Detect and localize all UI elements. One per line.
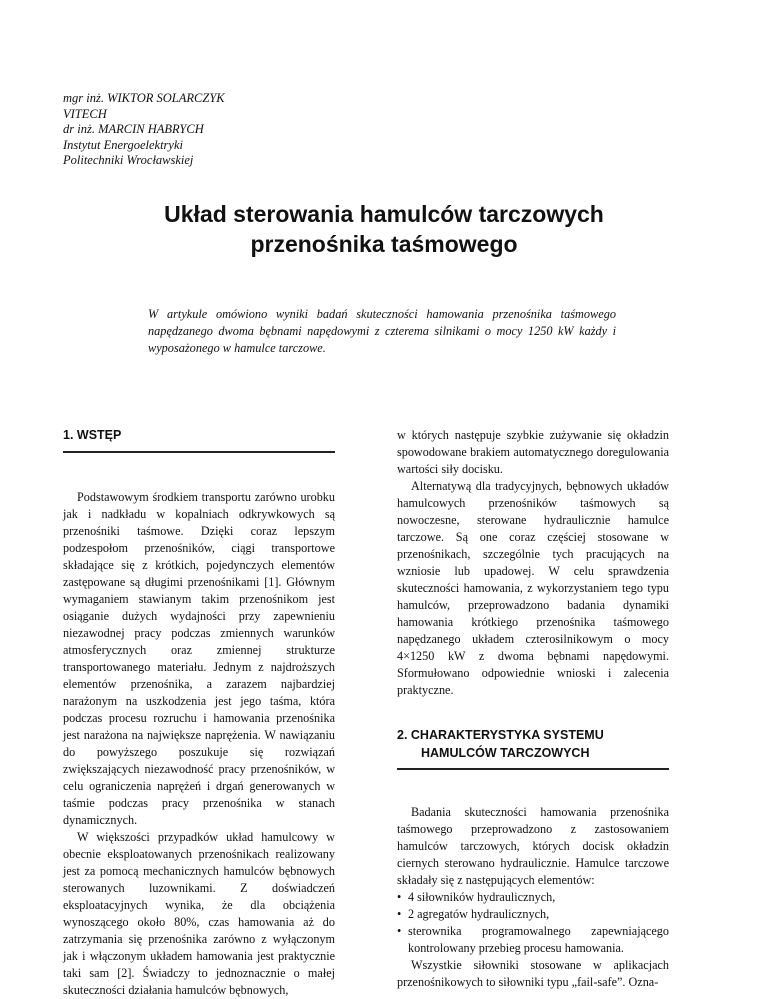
author-line: dr inż. MARCIN HABRYCH	[63, 122, 204, 137]
paragraph: Wszystkie siłowniki stosowane w aplikacjach przenośnikowych to siłowniki typu „fail-safe”. Ozna-	[397, 958, 669, 989]
component-list	[397, 889, 669, 957]
paragraph: Badania skuteczności hamowania przenośnika taśmowego przeprowadzono z zastosowaniem hamulców tarczowych, których docisk okładzin ciernych sterowano hydraulicznie. Hamulce tarczowe składały się z następujących elementów:	[397, 805, 669, 887]
author-line: Instytut Energoelektryki	[63, 137, 183, 152]
author-line: Politechniki Wrocławskiej	[63, 153, 194, 168]
left-column	[63, 427, 335, 999]
author-line: mgr inż. WIKTOR SOLARCZYK	[63, 91, 225, 105]
author-line: VITECH	[63, 106, 107, 121]
article-title	[0, 199, 768, 259]
right-column	[397, 427, 669, 991]
paragraph: w których następuje szybkie zużywanie się okładzin spowodowane brakiem automatycznego doregulowania wartości siły docisku.	[397, 428, 669, 476]
author-block	[63, 91, 225, 169]
list-item: • sterownika programowalnego zapewniającego kontrolowany przebieg procesu hamowania.	[397, 923, 669, 957]
section-heading-brake-system	[397, 727, 669, 770]
list-item: • 4 siłowników hydraulicznych,	[397, 889, 669, 906]
title-line: Układ sterowania hamulców tarczowych	[164, 201, 604, 227]
heading-line: HAMULCÓW TARCZOWYCH	[421, 745, 590, 760]
section-heading-intro: 1. WSTĘP	[63, 427, 335, 453]
paragraph: Alternatywą dla tradycyjnych, bębnowych układów hamulcowych przenośników taśmowych są nowoczesne, sterowane hydraulicznie hamulce tarczowe. Są one coraz częściej stosowane w przenośnikach, szczególnie tych pracujących na wzniosie lub upadowej. W celu sprawdzenia skuteczności hamowania, z wykorzystaniem tego typu hamulców, przeprowadzono badania dynamiki hamowania krótkiego przenośnika taśmowego napędzanego układem czterosilnikowym o mocy 4×1250 kW z dwoma bębnami napędowymi. Sformułowano odpowiednie wnioski i zalecenia praktyczne.	[397, 479, 669, 697]
title-line: przenośnika taśmowego	[250, 231, 518, 257]
paragraph: Podstawowym środkiem transportu zarówno urobku jak i nadkładu w kopalniach odkrywkowych są przenośniki taśmowe. Dzięki coraz lepszym podzespołom przenośników, ciągi transportowe składające się z krótkich, pojedynczych elementów zastępowane są długimi przenośnikami [1]. Głównym wymaganiem stawianym takim przenośnikom jest osiąganie dużych wydajności przy zapewnieniu niezawodnej pracy podczas zmiennych warunków atmosferycznych oraz zmiennej strukturze transportowanego materiału. Jednym z najdroższych elementów przenośnika, a zarazem najbardziej narażonym na uszkodzenia jest jego taśma, która podczas procesu rozruchu i hamowania przenośnika jest narażona na największe naprężenia. W nawiązaniu do powyższego poszukuje się rozwiązań zwiększających niezawodność pracy przenośników, w celu ograniczenia naprężeń i drgań generowanych w taśmie podczas pracy przenośnika w stanach dynamicznych.	[63, 489, 335, 827]
paragraph: W większości przypadków układ hamulcowy w obecnie eksploatowanych przenośnikach realizowany jest za pomocą mechanicznych hamulców bębnowych sterowanych luzownikami. Z doświadczeń eksploatacyjnych wynika, że dla obciążenia wynoszącego około 80%, czas hamowania aż do zatrzymania się przenośnika zarówno z wyłączonym jak i włączonym układem hamowania jest praktycznie taki sam [2]. Świadczy to jednoznacznie o małej skuteczności działania hamulców bębnowych,	[63, 829, 335, 997]
abstract: W artykule omówiono wyniki badań skuteczności hamowania przenośnika taśmowego napędzanego dwoma bębnami napędowymi z czterema silnikami o mocy 1250 kW każdy i wyposażonego w hamulce tarczowe.	[148, 307, 616, 356]
list-item: • 2 agregatów hydraulicznych,	[397, 906, 669, 923]
heading-line: 2. CHARAKTERYSTYKA SYSTEMU	[397, 728, 604, 742]
